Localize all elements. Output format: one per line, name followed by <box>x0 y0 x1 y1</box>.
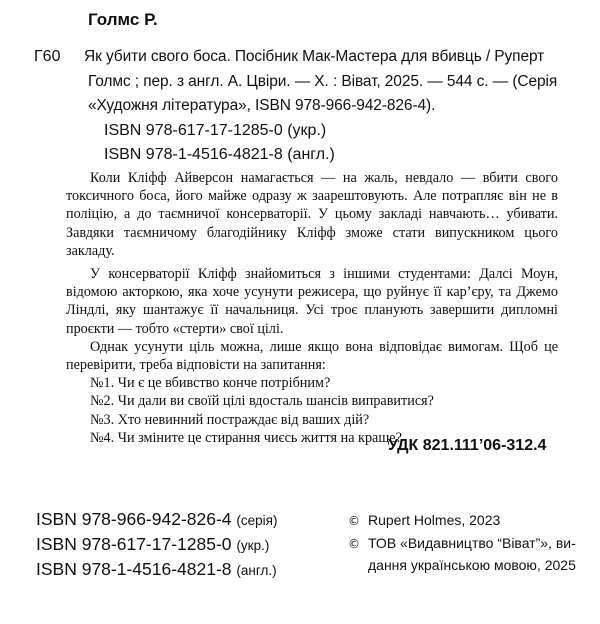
question-4: №4. Чи зміните це стирання чиєсь життя на краще? <box>90 429 402 446</box>
abstract <box>66 169 558 447</box>
copyright-line-3: дання українською мовою, 2025 <box>368 557 576 573</box>
isbn-ukr-top: ISBN 978-617-17-1285-0 (укр.) <box>104 122 327 139</box>
copyright-line-2: ТОВ «Видавництво “Віват”», ви- <box>368 535 576 551</box>
question-3: №3. Хто невинний постраждає від ваших дій? <box>90 411 370 428</box>
isbn-eng-number: ISBN 978-1-4516-4821-8 <box>36 559 232 579</box>
isbn-eng <box>36 559 277 580</box>
abstract-paragraph-3: Однак усунути ціль можна, лише якщо вона відповідає вимогам. Щоб це перевірити, треба відповісти на запитання: <box>66 338 558 374</box>
shelf-mark: Г60 <box>34 48 61 65</box>
author-heading: Голмс Р. <box>88 10 158 29</box>
isbn-series-number: ISBN 978-966-942-826-4 <box>36 509 232 529</box>
isbn-ukr <box>36 534 269 555</box>
bibliographic-line-1: Як убити свого боса. Посібник Мак-Мастера для вбивць / Руперт <box>84 48 545 65</box>
isbn-eng-top: ISBN 978-1-4516-4821-8 (англ.) <box>104 146 335 163</box>
isbn-series-tag: (серія) <box>236 513 278 528</box>
isbn-eng-tag: (англ.) <box>236 563 277 578</box>
isbn-ukr-tag: (укр.) <box>236 538 270 553</box>
isbn-ukr-number: ISBN 978-617-17-1285-0 <box>36 534 232 554</box>
abstract-paragraph-2: У консерваторії Кліфф знайомиться з іншими студентами: Далсі Моун, відомою акторкою, яка хоче усунути режисера, що руйнує її кар’єру, та Джемо Ліндлі, яку шантажує її начальниця. Усі троє планують завершити дипломні проєкти — тобто «стерти» свої цілі. <box>66 266 558 337</box>
question-2: №2. Чи дали ви своїй цілі вдосталь шансів виправитися? <box>90 393 434 410</box>
question-1: №1. Чи є це вбивство конче потрібним? <box>90 375 331 392</box>
copyright-symbol-2: © <box>348 537 360 551</box>
udc-code: УДК 821.111’06-312.4 <box>388 437 547 454</box>
bibliographic-line-3: «Художня література», ISBN 978-966-942-826-4). <box>88 97 436 114</box>
bibliographic-line-2: Голмс ; пер. з англ. А. Цвіри. — Х. : Віват, 2025. — 544 с. — (Серія <box>88 73 558 90</box>
isbn-series <box>36 509 278 530</box>
abstract-paragraph-1: Коли Кліфф Айверсон намагається — на жаль, невдало — вбити свого токсичного боса, його майже одразу ж заарештовують. Але потрапляє він не в поліцію, а до таємничої консерваторії. У цьому закладі навчають… убивати. Завдяки таємничому благодійнику Кліфф зможе стати випускником цього закладу. <box>66 170 558 259</box>
copyright-symbol-1: © <box>348 514 360 528</box>
copyright-line-1: Rupert Holmes, 2023 <box>368 512 501 528</box>
